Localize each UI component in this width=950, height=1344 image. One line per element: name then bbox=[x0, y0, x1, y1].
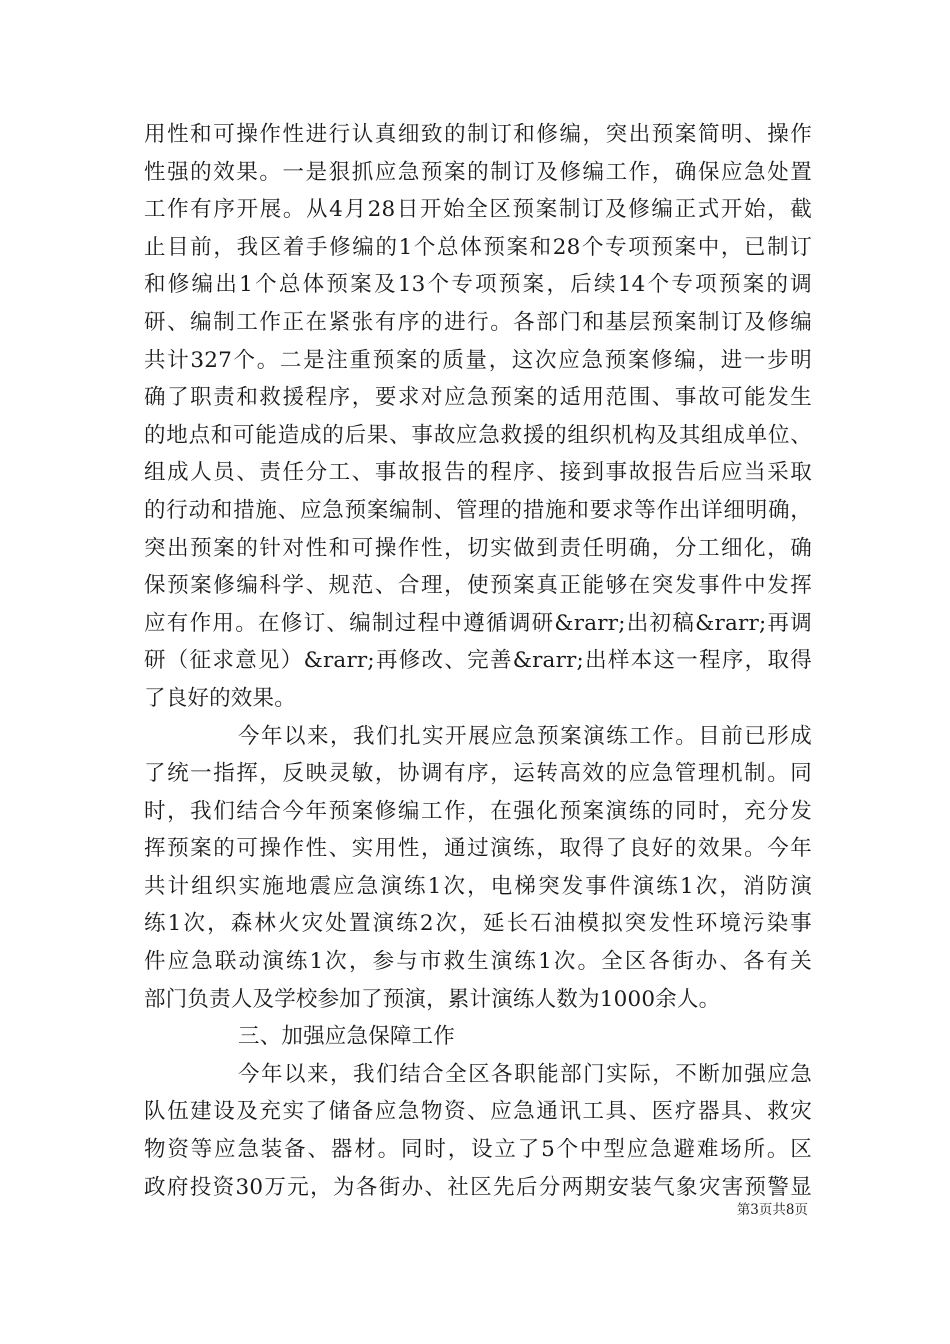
text-line: 用性和可操作性进行认真细致的制订和修编，突出预案简明、操作 bbox=[144, 122, 812, 147]
text-line: 队伍建设及充实了储备应急物资、应急通讯工具、医疗器具、救灾 bbox=[144, 1099, 812, 1125]
text-line: 工作有序开展。从4月28日开始全区预案制订及修编正式开始，截 bbox=[144, 197, 812, 223]
text-line: 物资等应急装备、器材。同时，设立了5个中型应急避难场所。区 bbox=[144, 1137, 812, 1163]
text-line: 突出预案的针对性和可操作性，切实做到责任明确，分工细化，确 bbox=[144, 535, 812, 561]
section-heading: 三、加强应急保障工作 bbox=[238, 1024, 456, 1050]
text-line: 部门负责人及学校参加了预演，累计演练人数为1000余人。 bbox=[144, 986, 721, 1012]
text-line: 研（征求意见）&rarr;再修改、完善&rarr;出样本这一程序，取得 bbox=[144, 648, 812, 674]
text-line: 应有作用。在修订、编制过程中遵循调研&rarr;出初稿&rarr;再调 bbox=[144, 610, 812, 636]
text-line: 了良好的效果。 bbox=[144, 685, 296, 711]
text-line: 的地点和可能造成的后果、事故应急救援的组织机构及其组成单位、 bbox=[144, 422, 812, 448]
text-line: 挥预案的可操作性、实用性，通过演练，取得了良好的效果。今年 bbox=[144, 836, 812, 862]
page-number: 第3页共8页 bbox=[736, 1202, 808, 1218]
text-line: 政府投资30万元，为各街办、社区先后分两期安装气象灾害预警显 bbox=[144, 1174, 812, 1200]
text-line: 保预案修编科学、规范、合理，使预案真正能够在突发事件中发挥 bbox=[144, 573, 812, 599]
text-line: 件应急联动演练1次，参与市救生演练1次。全区各街办、各有关 bbox=[144, 949, 812, 975]
text-line: 确了职责和救援程序，要求对应急预案的适用范围、事故可能发生 bbox=[144, 385, 812, 411]
text-line: 共计327个。二是注重预案的质量，这次应急预案修编，进一步明 bbox=[144, 347, 812, 373]
paragraph-first-line: 今年以来，我们扎实开展应急预案演练工作。目前已形成 bbox=[238, 723, 812, 749]
text-line: 共计组织实施地震应急演练1次，电梯突发事件演练1次，消防演 bbox=[144, 873, 812, 899]
text-line: 组成人员、责任分工、事故报告的程序、接到事故报告后应当采取 bbox=[144, 460, 812, 486]
text-line: 时，我们结合今年预案修编工作，在强化预案演练的同时，充分发 bbox=[144, 798, 812, 824]
paragraph-first-line: 今年以来，我们结合全区各职能部门实际，不断加强应急 bbox=[238, 1061, 812, 1087]
body-text bbox=[144, 116, 812, 1206]
text-line: 研、编制工作正在紧张有序的进行。各部门和基层预案制订及修编 bbox=[144, 309, 812, 335]
text-line: 和修编出1个总体预案及13个专项预案，后续14个专项预案的调 bbox=[144, 272, 812, 298]
text-line: 止目前，我区着手修编的1个总体预案和28个专项预案中，已制订 bbox=[144, 234, 812, 260]
text-line: 了统一指挥，反映灵敏，协调有序，运转高效的应急管理机制。同 bbox=[144, 761, 812, 787]
text-line: 练1次，森林火灾处置演练2次，延长石油模拟突发性环境污染事 bbox=[144, 911, 812, 937]
text-line: 的行动和措施、应急预案编制、管理的措施和要求等作出详细明确， bbox=[144, 497, 812, 523]
text-line: 性强的效果。一是狠抓应急预案的制订及修编工作，确保应急处置 bbox=[144, 159, 812, 185]
